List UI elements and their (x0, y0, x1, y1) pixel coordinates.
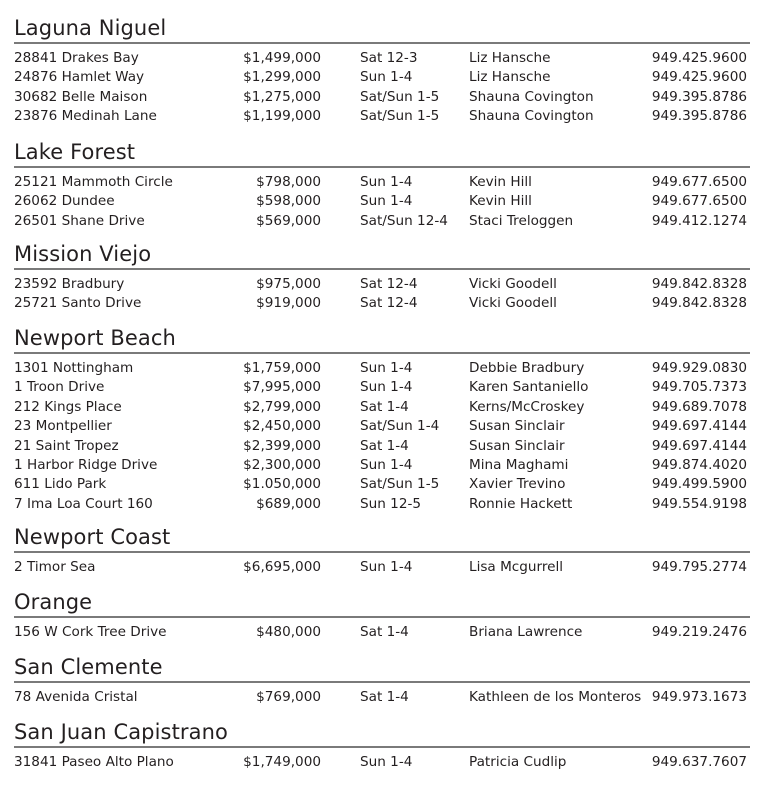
listing-hours: Sat/Sun 1-5 (360, 108, 440, 125)
listing-phone: 949.499.5900 (651, 476, 747, 493)
listing-row (14, 294, 750, 313)
listing-agent: Vicki Goodell (469, 276, 557, 292)
listing-address: 23 Montpellier (14, 418, 112, 435)
listing-price: $1,299,000 (243, 69, 321, 86)
section-newport-beach (14, 325, 750, 514)
listing-address: 23876 Medinah Lane (14, 108, 157, 125)
listing-address: 212 Kings Place (14, 398, 122, 415)
listing-agent: Staci Treloggen (469, 212, 574, 229)
listing-row (14, 212, 750, 231)
section-divider (14, 42, 750, 44)
listing-agent: Liz Hansche (469, 50, 551, 66)
listing-row (14, 417, 750, 436)
listing-row (14, 359, 750, 378)
listing-address: 28841 Drakes Bay (14, 50, 139, 66)
listing-phone: 949.705.7373 (651, 379, 747, 396)
section-san-juan-capistrano (14, 719, 750, 772)
section-divider (14, 166, 750, 168)
listing-hours: Sat 1-4 (360, 398, 409, 415)
listing-price: $1,199,000 (243, 108, 321, 125)
listing-phone: 949.842.8328 (651, 276, 747, 292)
listing-agent: Lisa Mcgurrell (469, 559, 564, 575)
listing-address: 23592 Bradbury (14, 276, 125, 292)
listing-hours: Sat 12-3 (360, 50, 418, 66)
listing-price: $569,000 (256, 212, 321, 229)
listing-phone: 949.874.4020 (651, 456, 747, 473)
listing-agent: Kerns/McCroskey (469, 398, 585, 415)
listing-row (14, 173, 750, 192)
listing-row (14, 398, 750, 417)
listing-phone: 949.425.9600 (651, 50, 747, 66)
city-heading: Newport Beach (14, 326, 176, 350)
listing-phone: 949.554.9198 (651, 495, 747, 512)
listing-phone: 949.395.8786 (651, 88, 747, 105)
listing-price: $1,749,000 (243, 754, 321, 770)
listing-price: $975,000 (256, 276, 321, 292)
listing-phone: 949.842.8328 (651, 295, 747, 312)
section-divider (14, 268, 750, 270)
section-lake-forest (14, 139, 750, 231)
listing-address: 24876 Hamlet Way (14, 69, 145, 86)
listing-phone: 949.219.2476 (651, 624, 747, 640)
city-heading: San Juan Capistrano (14, 720, 228, 744)
city-heading: Newport Coast (14, 525, 171, 549)
listing-price: $2,399,000 (243, 437, 321, 454)
listing-phone: 949.697.4144 (651, 418, 747, 435)
section-divider (14, 352, 750, 354)
listing-address: 1 Harbor Ridge Drive (14, 456, 158, 473)
listing-price: $1,499,000 (243, 50, 321, 66)
listing-hours: Sun 1-4 (360, 379, 413, 396)
listing-agent: Kevin Hill (469, 174, 532, 190)
listing-agent: Karen Santaniello (469, 379, 589, 396)
listing-address: 78 Avenida Cristal (14, 689, 138, 705)
listing-phone: 949.412.1274 (651, 212, 747, 229)
listing-row (14, 378, 750, 397)
listing-agent: Shauna Covington (469, 88, 594, 105)
listing-row (14, 107, 750, 126)
listing-hours: Sun 1-4 (360, 559, 413, 575)
listing-row (14, 495, 750, 514)
section-orange (14, 589, 750, 642)
listing-hours: Sat 1-4 (360, 689, 409, 705)
listing-row (14, 753, 750, 772)
listing-price: $6,695,000 (243, 559, 321, 575)
city-heading: San Clemente (14, 655, 163, 679)
listing-address: 1 Troon Drive (14, 379, 105, 396)
listing-hours: Sat 1-4 (360, 437, 409, 454)
listing-row (14, 88, 750, 107)
listing-address: 26501 Shane Drive (14, 212, 145, 229)
listing-hours: Sun 1-4 (360, 69, 413, 86)
listing-hours: Sat 1-4 (360, 624, 409, 640)
listing-price: $798,000 (256, 174, 321, 190)
section-divider (14, 681, 750, 683)
listing-agent: Mina Maghami (469, 456, 569, 473)
listing-price: $769,000 (256, 689, 321, 705)
listing-agent: Briana Lawrence (469, 624, 583, 640)
listing-hours: Sun 1-4 (360, 193, 413, 210)
listing-agent: Xavier Trevino (469, 476, 566, 493)
listing-row (14, 558, 750, 577)
listing-hours: Sun 1-4 (360, 360, 413, 376)
listing-price: $689,000 (256, 495, 321, 512)
listing-agent: Patricia Cudlip (469, 754, 567, 770)
listing-row (14, 49, 750, 68)
listing-phone: 949.697.4144 (651, 437, 747, 454)
section-divider (14, 746, 750, 748)
listing-hours: Sat/Sun 1-4 (360, 418, 440, 435)
listing-address: 7 Ima Loa Court 160 (14, 495, 153, 512)
listing-phone: 949.689.7078 (651, 398, 747, 415)
section-san-clemente (14, 654, 750, 707)
listing-price: $1.050,000 (243, 476, 321, 493)
listing-address: 31841 Paseo Alto Plano (14, 754, 174, 770)
listing-address: 1301 Nottingham (14, 360, 134, 376)
listing-price: $2,799,000 (243, 398, 321, 415)
city-heading: Mission Viejo (14, 242, 152, 266)
listing-price: $480,000 (256, 624, 321, 640)
listing-row (14, 456, 750, 475)
listing-price: $598,000 (256, 193, 321, 210)
city-heading: Laguna Niguel (14, 16, 167, 40)
listing-phone: 949.929.0830 (651, 360, 747, 376)
listing-agent: Vicki Goodell (469, 295, 557, 312)
listing-phone: 949.677.6500 (651, 174, 747, 190)
section-divider (14, 551, 750, 553)
listing-address: 30682 Belle Maison (14, 88, 148, 105)
listing-agent: Kathleen de los Monteros (469, 689, 642, 705)
listing-agent: Kevin Hill (469, 193, 532, 210)
listing-price: $7,995,000 (243, 379, 321, 396)
listing-row (14, 437, 750, 456)
listing-address: 26062 Dundee (14, 193, 115, 210)
listing-phone: 949.425.9600 (651, 69, 747, 86)
listing-agent: Liz Hansche (469, 69, 551, 86)
listing-row (14, 623, 750, 642)
section-divider (14, 616, 750, 618)
listing-phone: 949.637.7607 (651, 754, 747, 770)
listing-price: $2,300,000 (243, 456, 321, 473)
listing-price: $919,000 (256, 295, 321, 312)
listing-hours: Sun 1-4 (360, 754, 413, 770)
listing-row (14, 275, 750, 294)
listing-address: 611 Lido Park (14, 476, 107, 493)
listing-address: 25121 Mammoth Circle (14, 174, 173, 190)
listing-price: $1,275,000 (243, 88, 321, 105)
listing-agent: Debbie Bradbury (469, 360, 585, 376)
section-laguna-niguel (14, 15, 750, 127)
listing-agent: Ronnie Hackett (469, 495, 573, 512)
listing-phone: 949.395.8786 (651, 108, 747, 125)
listing-phone: 949.677.6500 (651, 193, 747, 210)
listing-address: 21 Saint Tropez (14, 437, 119, 454)
listing-hours: Sat 12-4 (360, 295, 418, 312)
listing-agent: Susan Sinclair (469, 437, 565, 454)
listing-price: $1,759,000 (243, 360, 321, 376)
listing-row (14, 68, 750, 87)
listing-agent: Susan Sinclair (469, 418, 565, 435)
listing-phone: 949.795.2774 (651, 559, 747, 575)
section-newport-coast (14, 524, 750, 577)
listing-agent: Shauna Covington (469, 108, 594, 125)
listing-row (14, 688, 750, 707)
listing-hours: Sun 12-5 (360, 495, 422, 512)
listing-address: 156 W Cork Tree Drive (14, 624, 167, 640)
listing-hours: Sun 1-4 (360, 174, 413, 190)
city-heading: Orange (14, 590, 93, 614)
listing-hours: Sat/Sun 1-5 (360, 88, 440, 105)
listing-hours: Sat/Sun 1-5 (360, 476, 440, 493)
listing-row (14, 475, 750, 494)
listing-address: 2 Timor Sea (14, 559, 96, 575)
section-mission-viejo (14, 241, 750, 314)
city-heading: Lake Forest (14, 140, 136, 164)
listing-address: 25721 Santo Drive (14, 295, 142, 312)
listing-hours: Sat 12-4 (360, 276, 418, 292)
listing-hours: Sat/Sun 12-4 (360, 212, 448, 229)
listing-hours: Sun 1-4 (360, 456, 413, 473)
listing-row (14, 192, 750, 211)
listing-phone: 949.973.1673 (651, 689, 747, 705)
listing-price: $2,450,000 (243, 418, 321, 435)
